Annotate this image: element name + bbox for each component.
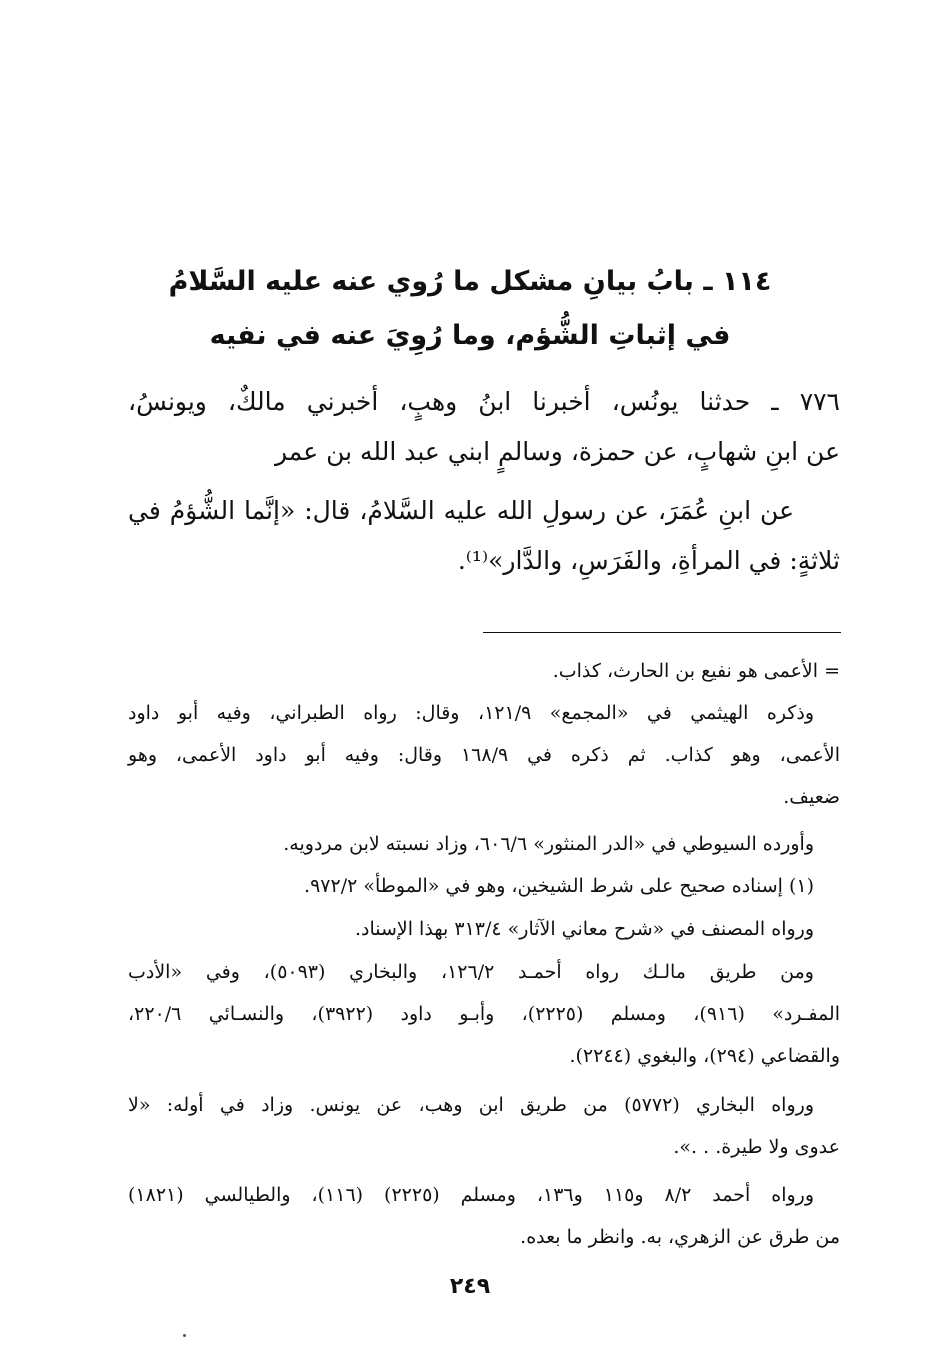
footnote-line: ومن طريق مالـك رواه أحمـد ١٢٦/٢، والبخاري (٥٠٩٣)، وفي «الأدب — [128, 961, 814, 983]
footnote-line: وذكره الهيثمي في «المجمع» ١٢١/٩، وقال: رواه الطبراني، وفيه أبو داود — [128, 702, 814, 724]
scan-speck — [183, 1334, 186, 1337]
footnote-line: عدوى ولا طيرة. . .». — [673, 1136, 840, 1158]
footnote-line: الأعمى، وهو كذاب. ثم ذكره في ١٦٨/٩ وقال: وفيه أبو داود الأعمى، وهو — [128, 744, 840, 766]
footnote-line: من طرق عن الزهري، به. وانظر ما بعده. — [520, 1226, 840, 1248]
footnote-line: وأورده السيوطي في «الدر المنثور» ٦٠٦/٦، وزاد نسبته لابن مردويه. — [283, 833, 814, 855]
footnote-paragraph — [128, 951, 840, 1077]
footnote-paragraph — [128, 692, 840, 818]
chapter-title-line-2: في إثباتِ الشُّؤم، وما رُوِيَ عنه في نفيه — [209, 320, 731, 351]
footnote-line: (١) إسناده صحيح على شرط الشيخين، وهو في «الموطأ» ٩٧٢/٢. — [304, 875, 814, 897]
footnote-separator — [483, 632, 841, 633]
footnote-paragraph — [128, 1174, 840, 1258]
footnote-line: ورواه المصنف في «شرح معاني الآثار» ٣١٣/٤ بهذا الإسناد. — [354, 918, 814, 940]
footnote-line: ضعيف. — [783, 786, 840, 808]
hadith-text-continued — [128, 486, 840, 586]
footnote-line: المفـرد» (٩١٦)، ومسلم (٢٢٢٥)، وأبـو داود (٣٩٢٢)، والنسـائي ٢٢٠/٦، — [128, 1003, 840, 1025]
hadith-line: عن ابنِ عُمَرَ، عن رسولِ الله عليه السَّلامُ، قال: «إنَّما الشُّؤمُ في — [128, 496, 794, 525]
footnote-line: ورواه أحمد ٨/٢ و١١٥ و١٣٦، ومسلم (٢٢٢٥) (١١٦)، والطيالسي (١٨٢١) — [128, 1184, 814, 1206]
footnote-paragraph — [128, 908, 840, 950]
hadith-line: ثلاثةٍ: في المرأةِ، والفَرَسِ، والدَّار»⁽¹⁾. — [457, 546, 840, 575]
page-number: ٢٤٩ — [449, 1274, 491, 1299]
footnote-paragraph — [128, 823, 840, 865]
footnote-paragraph — [128, 1084, 840, 1168]
footnote-line: = الأعمى هو نفيع بن الحارث، كذاب. — [552, 660, 840, 682]
footnote-line: والقضاعي (٢٩٤)، والبغوي (٢٢٤٤). — [569, 1045, 840, 1067]
hadith-text — [128, 377, 840, 477]
hadith-line: عن ابنِ شهابٍ، عن حمزة، وسالمٍ ابني عبد الله بن عمر — [274, 437, 840, 466]
footnote-continuation — [128, 650, 840, 692]
footnote-line: ورواه البخاري (٥٧٧٢) من طريق ابن وهب، عن يونس. وزاد في أوله: «لا — [128, 1094, 814, 1116]
chapter-title-line-1: ١١٤ ـ بابُ بيانِ مشكل ما رُوي عنه عليه السَّلامُ — [168, 266, 772, 297]
hadith-line: ٧٧٦ ـ حدثنا يونُس، أخبرنا ابنُ وهبٍ، أخبرني مالكٌ، ويونسُ، — [128, 387, 840, 416]
footnote-1 — [128, 865, 840, 907]
